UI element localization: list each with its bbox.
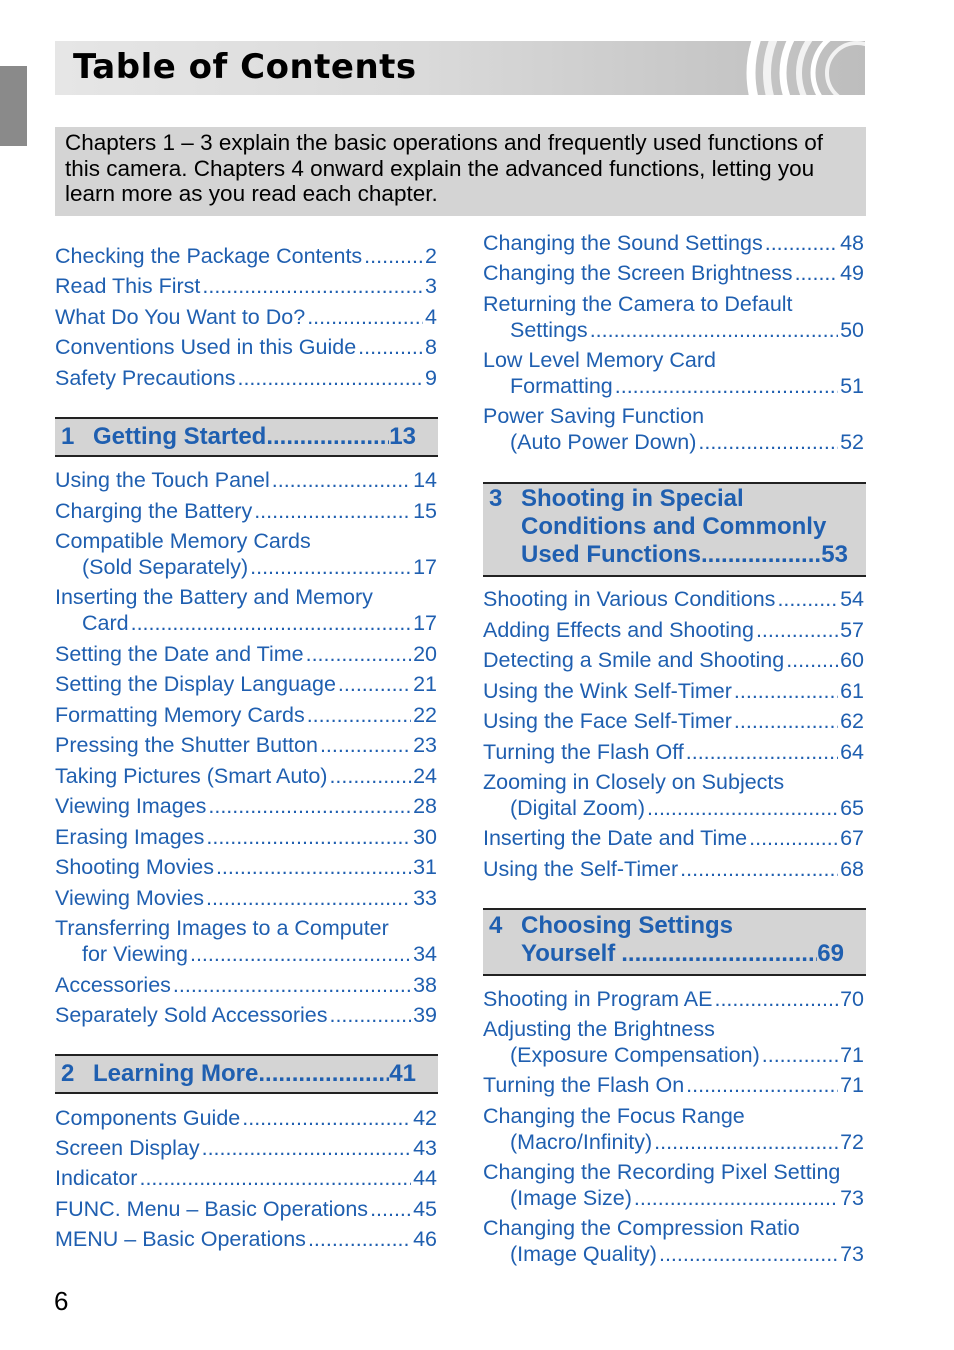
toc-entry[interactable]: Charging the Battery ..... 15 [55, 498, 437, 524]
toc-entry[interactable]: Transferring Images to a Computer for Viewing ..... 34 [55, 915, 437, 967]
toc-entry[interactable]: Low Level Memory Card Formatting ..... 51 [483, 347, 864, 399]
page-title: Table of Contents [73, 47, 417, 87]
toc-entry[interactable]: Inserting the Date and Time ..... 67 [483, 825, 864, 851]
toc-entry[interactable]: Setting the Display Language ..... 21 [55, 671, 437, 697]
toc-entry[interactable]: Conventions Used in this Guide ..... 8 [55, 334, 437, 360]
toc-entry[interactable]: Using the Face Self-Timer ..... 62 [483, 708, 864, 734]
toc-entry[interactable]: Changing the Compression Ratio (Image Quality) ..... 73 [483, 1215, 864, 1267]
side-tab-marker [0, 66, 27, 146]
page-number: 6 [54, 1286, 69, 1316]
toc-entry[interactable]: Compatible Memory Cards (Sold Separately) ..... 17 [55, 528, 437, 580]
toc-entry[interactable]: Checking the Package Contents ..... 2 [55, 243, 437, 269]
toc-entry[interactable]: Shooting in Program AE ..... 70 [483, 986, 864, 1012]
toc-entry[interactable]: Formatting Memory Cards ..... 22 [55, 702, 437, 728]
toc-entry[interactable]: Inserting the Battery and Memory Card ..... 17 [55, 584, 437, 636]
toc-entry[interactable]: Using the Self-Timer ..... 68 [483, 856, 864, 882]
toc-entry[interactable]: Safety Precautions ..... 9 [55, 365, 437, 391]
toc-entry[interactable]: Indicator ..... 44 [55, 1165, 437, 1191]
chapter-4-heading[interactable]: 4 Choosing Settings Yourself ..... 69 [483, 908, 866, 976]
toc-entry[interactable]: Adjusting the Brightness (Exposure Compensation) ..... 71 [483, 1016, 864, 1068]
toc-entry[interactable]: Detecting a Smile and Shooting ..... 60 [483, 647, 864, 673]
toc-entry[interactable]: Shooting in Various Conditions ..... 54 [483, 586, 864, 612]
toc-entry[interactable]: Zooming in Closely on Subjects (Digital Zoom) ..... 65 [483, 769, 864, 821]
toc-entry[interactable]: Components Guide ..... 42 [55, 1105, 437, 1131]
toc-entry[interactable]: Power Saving Function (Auto Power Down) ..... 52 [483, 403, 864, 455]
toc-entry[interactable]: Viewing Movies ..... 33 [55, 885, 437, 911]
toc-entry[interactable]: Screen Display ..... 43 [55, 1135, 437, 1161]
toc-entry[interactable]: Turning the Flash On ..... 71 [483, 1072, 864, 1098]
toc-entry[interactable]: Returning the Camera to Default Settings ..... 50 [483, 291, 864, 343]
toc-entry[interactable]: Erasing Images ..... 30 [55, 824, 437, 850]
toc-entry[interactable]: What Do You Want to Do? ..... 4 [55, 304, 437, 330]
toc-entry[interactable]: Using the Touch Panel ..... 14 [55, 467, 437, 493]
toc-entry[interactable]: Changing the Focus Range (Macro/Infinity) ..... 72 [483, 1103, 864, 1155]
toc-entry[interactable]: MENU – Basic Operations ..... 46 [55, 1226, 437, 1252]
toc-entry[interactable]: Read This First ..... 3 [55, 273, 437, 299]
toc-entry[interactable]: Changing the Sound Settings ..... 48 [483, 230, 864, 256]
chapter-1-heading[interactable]: 1 Getting Started ..... 13 [55, 417, 438, 457]
intro-text: Chapters 1 – 3 explain the basic operations and frequently used functions of this camera. Chapters 4 onward explain the advanced functions, letting you learn more as you read each chapter. [55, 127, 866, 216]
toc-entry[interactable]: Viewing Images ..... 28 [55, 793, 437, 819]
chapter-3-heading[interactable]: 3 Shooting in Special Conditions and Commonly Used Functions ..... 53 [483, 482, 866, 577]
toc-entry[interactable]: Setting the Date and Time ..... 20 [55, 641, 437, 667]
toc-entry[interactable]: Separately Sold Accessories ..... 39 [55, 1002, 437, 1028]
toc-entry[interactable]: Taking Pictures (Smart Auto) ..... 24 [55, 763, 437, 789]
title-banner [55, 41, 865, 95]
toc-entry[interactable]: Using the Wink Self-Timer ..... 61 [483, 678, 864, 704]
toc-entry[interactable]: Pressing the Shutter Button ..... 23 [55, 732, 437, 758]
toc-entry[interactable]: Adding Effects and Shooting ..... 57 [483, 617, 864, 643]
toc-entry[interactable]: Changing the Recording Pixel Setting (Image Size) ..... 73 [483, 1159, 864, 1211]
toc-entry[interactable]: FUNC. Menu – Basic Operations ..... 45 [55, 1196, 437, 1222]
chapter-2-heading[interactable]: 2 Learning More ..... 41 [55, 1054, 438, 1094]
circle-arcs-decoration [745, 41, 865, 95]
toc-entry[interactable]: Changing the Screen Brightness ..... 49 [483, 260, 864, 286]
toc-entry[interactable]: Accessories ..... 38 [55, 972, 437, 998]
toc-entry[interactable]: Shooting Movies ..... 31 [55, 854, 437, 880]
toc-entry[interactable]: Turning the Flash Off ..... 64 [483, 739, 864, 765]
